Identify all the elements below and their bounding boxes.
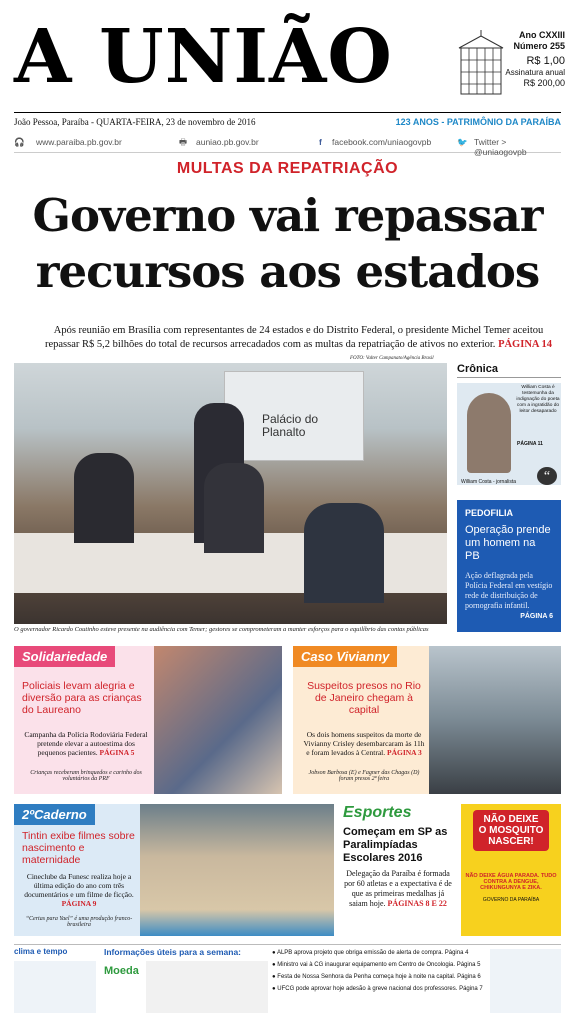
headline-line-1: Governo vai repassar <box>32 189 543 242</box>
footer-item[interactable]: ● Ministro vai à CG inaugurar equipamento em Centro de Oncologia. Página 5 <box>272 962 481 968</box>
masthead-title: A UNIÃO <box>14 14 393 100</box>
caso-title: Suspeitos presos no Rio de Janeiro chegam à capital <box>307 680 421 716</box>
caderno-box <box>14 804 334 936</box>
ad-text: NÃO DEIXE ÁGUA PARADA. TUDO CONTRA A DENGUE, CHIKUNGUNYA E ZIKA. <box>465 873 557 891</box>
ad-line2: O MOSQUITO <box>478 825 544 836</box>
footer-item-text: Ministro vai à CG inaugurar equipamento em Centro de Oncologia. Página 5 <box>277 962 481 968</box>
solidariedade-text-wrap <box>22 730 150 757</box>
main-photo-caption: O governador Ricardo Coutinho esteve presente na audiência com Temer; gestores se comprometeram a manter esforços para o equilíbrio das contas públicas <box>14 626 429 633</box>
dateline <box>14 112 561 127</box>
site2-link[interactable]: auniao.pb.gov.br <box>196 137 259 147</box>
solidariedade-text: Campanha da Polícia Rodoviária Federal pretende elevar a autoestima dos pequenos pacientes. <box>24 730 148 757</box>
facebook-link[interactable]: facebook.com/uniaogovpb <box>332 137 432 147</box>
solidariedade-box <box>14 646 282 794</box>
cronica-author: William Costa - jornalista <box>461 479 517 485</box>
solidariedade-tag: Solidariedade <box>14 646 115 667</box>
footer-item-text: ALPB aprova projeto que obriga emissão de alerta de compra. Página 4 <box>276 950 469 956</box>
columnist-photo <box>467 393 511 473</box>
footer <box>14 944 561 1024</box>
esportes-page[interactable]: PÁGINAS 8 E 22 <box>387 899 447 908</box>
lead-kicker: MULTAS DA REPATRIAÇÃO <box>176 160 399 177</box>
ad-headline <box>473 810 550 851</box>
info-label: Informações úteis para a semana: <box>104 947 242 957</box>
caderno-photo <box>140 804 334 936</box>
esportes-text-wrap <box>343 869 453 909</box>
cronica-label: Crônica <box>457 363 561 378</box>
headphone-icon: 🎧 <box>14 137 25 147</box>
ano: Ano CXXIII <box>518 30 565 40</box>
site-link[interactable]: www.paraiba.pb.gov.br <box>36 137 122 147</box>
currency-table <box>146 961 268 1013</box>
edition-info <box>455 30 565 89</box>
tide-table <box>490 949 561 1013</box>
mosquito-ad[interactable] <box>461 804 561 936</box>
footer-item[interactable]: ● UFCG pode aprovar hoje adesão à greve nacional dos professores. Página 7 <box>272 986 483 992</box>
footer-item-text: UFCG pode aprovar hoje adesão à greve nacional dos professores. Página 7 <box>277 986 483 992</box>
solidariedade-photo <box>154 646 282 794</box>
solidariedade-page[interactable]: PÁGINA 5 <box>99 748 135 757</box>
esportes-box <box>343 804 453 936</box>
anniversary-text: 123 ANOS - PATRIMÔNIO DA PARAÍBA <box>395 117 561 127</box>
cronica-blurb: William Costa é testemunha da indignação do poeta com a ingratidão do leitor desaparado <box>516 385 560 414</box>
caderno-text: Cineclube da Funesc realiza hoje a última edição do ano com três documentários e um filme de ficção. <box>24 872 134 899</box>
ad-brand: GOVERNO DA PARAÍBA <box>482 897 540 903</box>
palace-sign: Palácio do Planalto <box>262 412 319 439</box>
assinatura-price: R$ 200,00 <box>523 78 565 88</box>
pedofilia-text: Ação deflagrada pela Polícia Federal em vestígio rede de distribuição de pornografia infantil. <box>465 571 553 610</box>
headline-line-2: recursos aos estados <box>35 245 540 298</box>
footer-news <box>272 947 484 995</box>
caderno-caption: “Certas para Yael” é uma produção franco-brasileira <box>25 916 133 928</box>
social-bar <box>14 133 561 157</box>
caso-page[interactable]: PÁGINA 3 <box>387 748 422 757</box>
footer-item[interactable]: ● Festa de Nossa Senhora da Penha começa hoje à noite na capital. Página 6 <box>272 974 481 980</box>
weather-panel <box>14 961 96 1013</box>
lead-headline <box>0 188 575 300</box>
ad-line3: NASCER! <box>488 836 534 847</box>
esportes-tag: Esportes <box>343 804 412 821</box>
caderno-tag: 2ºCaderno <box>14 804 95 825</box>
quote-icon: “ <box>537 467 557 485</box>
seated-person-3 <box>304 503 384 603</box>
price: R$ 1,00 <box>526 55 565 67</box>
seated-person-2 <box>204 463 264 553</box>
assinatura-label: Assinatura anual <box>505 68 565 77</box>
caso-photo <box>429 646 561 794</box>
print-icon: 🖶 <box>179 137 188 147</box>
caso-box <box>293 646 561 794</box>
caderno-text-wrap <box>22 872 136 908</box>
seated-person-1 <box>74 453 134 543</box>
pedofilia-label: PEDOFILIA <box>465 508 514 518</box>
main-photo <box>14 363 447 624</box>
pedofilia-page[interactable]: PÁGINA 6 <box>520 613 553 620</box>
lead-text <box>36 324 561 352</box>
esportes-text: Delegação da Paraíba é formada por 60 atletas e a expectativa é de que as primeiras medalhas já saiam hoje. <box>344 869 452 908</box>
date-text: João Pessoa, Paraíba - QUARTA-FEIRA, 23 de novembro de 2016 <box>14 117 256 127</box>
moeda-label: Moeda <box>104 965 139 977</box>
photo-credit: FOTO: Valter Campanato/Agência Brasil <box>350 356 434 361</box>
caso-text: Os dois homens suspeitos da morte de Vivianny Crisley desembarcaram às 11h e foram levados à Central. <box>303 730 425 757</box>
pedofilia-box <box>457 500 561 632</box>
solidariedade-title: Policiais levam alegria e diversão para as crianças do Laureano <box>22 680 142 716</box>
twitter-icon: 🐦 <box>457 137 468 147</box>
caderno-title: Tintin exibe filmes sobre nascimento e maternidade <box>22 830 135 866</box>
twitter-link[interactable]: Twitter > @uniaogovpb <box>474 137 527 157</box>
footer-item-text: Festa de Nossa Senhora da Penha começa hoje à noite na capital. Página 6 <box>277 974 481 980</box>
caso-caption: Jobson Barbosa (E) e Fagner das Chagas (D) foram presos 2ª feira <box>308 770 420 782</box>
caso-tag: Caso Vivianny <box>293 646 397 667</box>
numero: Número 255 <box>513 41 565 51</box>
cronica-box <box>457 363 561 485</box>
facebook-icon: f <box>319 137 322 147</box>
cronica-page[interactable]: PÁGINA 11 <box>517 441 543 447</box>
solidariedade-caption: Crianças receberam brinquedos e carinho dos voluntários da PRF <box>30 770 142 782</box>
ad-line1: NÃO DEIXE <box>483 814 539 825</box>
caso-text-wrap <box>301 730 427 757</box>
lead-body: Após reunião em Brasília com representantes de 24 estados e do Distrito Federal, o presidente Michel Temer aceitou repassar R$ 5,2 bilhões do total de recursos arrecadados com as multas da repatriação de ativos no exterior. <box>44 325 544 350</box>
pedofilia-title: Operação prende um homem na PB <box>465 524 551 562</box>
caderno-page[interactable]: PÁGINA 9 <box>61 899 97 908</box>
esportes-title: Começam em SP as Paralimpíadas Escolares 2016 <box>343 826 448 864</box>
footer-item[interactable]: ● ALPB aprova projeto que obriga emissão de alerta de compra. Página 4 <box>272 950 469 956</box>
lead-page-ref[interactable]: PÁGINA 14 <box>498 339 553 350</box>
clima-label: clima e tempo <box>14 947 68 956</box>
